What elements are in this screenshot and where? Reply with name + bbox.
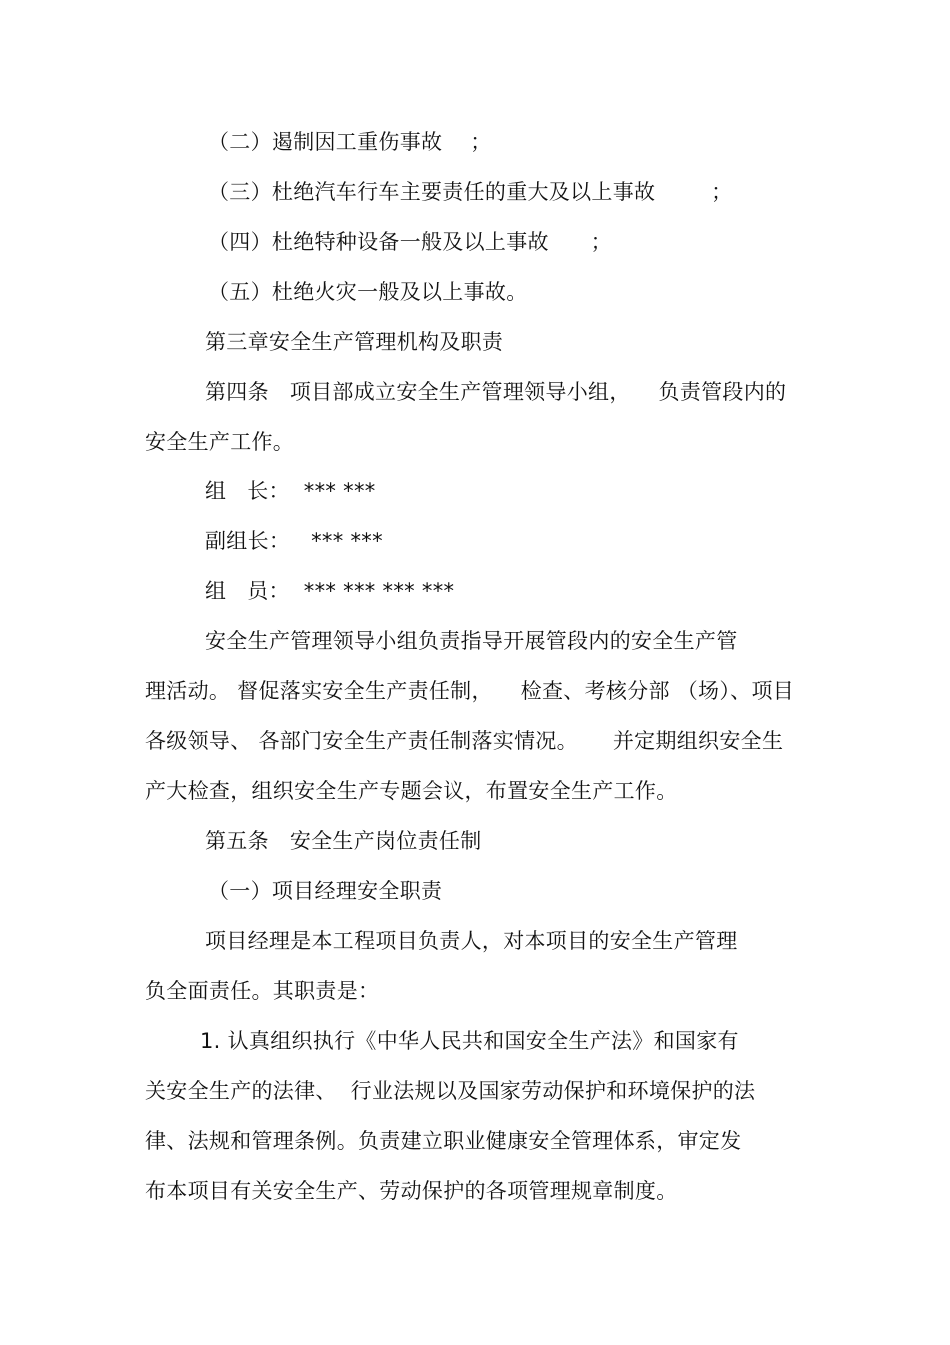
goal-item-4: （四）杜绝特种设备一般及以上事故 ； (208, 230, 612, 254)
group-deputy-leader: 副组长： *** *** (205, 529, 383, 553)
section-1-heading: （一）项目经理安全职责 (208, 879, 443, 903)
group-members: 组 员： *** *** *** *** (205, 579, 455, 603)
duty-item-1-line-3: 律、法规和管理条例。负责建立职业健康安全管理体系，审定发 (145, 1129, 742, 1153)
manager-duty-line-2: 负全面责任。其职责是： (145, 979, 380, 1003)
article-4-line-1: 第四条 项目部成立安全生产管理领导小组， 负责管段内的 (205, 380, 787, 404)
duty-item-1-line-4: 布本项目有关安全生产、劳动保护的各项管理规章制度。 (145, 1179, 678, 1203)
group-duty-line-3: 各级领导、 各部门安全生产责任制落实情况。 并定期组织安全生 (145, 729, 784, 753)
group-duty-line-2: 理活动。 督促落实安全生产责任制， 检查、考核分部 （场）、项目 (145, 679, 795, 703)
group-duty-line-1: 安全生产管理领导小组负责指导开展管段内的安全生产管 (205, 629, 738, 653)
manager-duty-line-1: 项目经理是本工程项目负责人，对本项目的安全生产管理 (205, 929, 738, 953)
article-4-line-2: 安全生产工作。 (145, 430, 295, 454)
goal-item-3: （三）杜绝汽车行车主要责任的重大及以上事故 ； (208, 180, 733, 204)
group-duty-line-4: 产大检查，组织安全生产专题会议，布置安全生产工作。 (145, 779, 678, 803)
duty-item-1-line-1: 1. 认真组织执行《中华人民共和国安全生产法》和国家有 (200, 1029, 739, 1053)
goal-item-5: （五）杜绝火灾一般及以上事故。 (208, 280, 528, 304)
article-5-heading: 第五条 安全生产岗位责任制 (205, 829, 482, 853)
group-leader: 组 长： *** *** (205, 479, 376, 503)
goal-item-2: （二）遏制因工重伤事故 ； (208, 130, 492, 154)
duty-item-1-line-2: 关安全生产的法律、 行业法规以及国家劳动保护和环境保护的法 (145, 1079, 756, 1103)
chapter-heading: 第三章安全生产管理机构及职责 (205, 330, 504, 354)
